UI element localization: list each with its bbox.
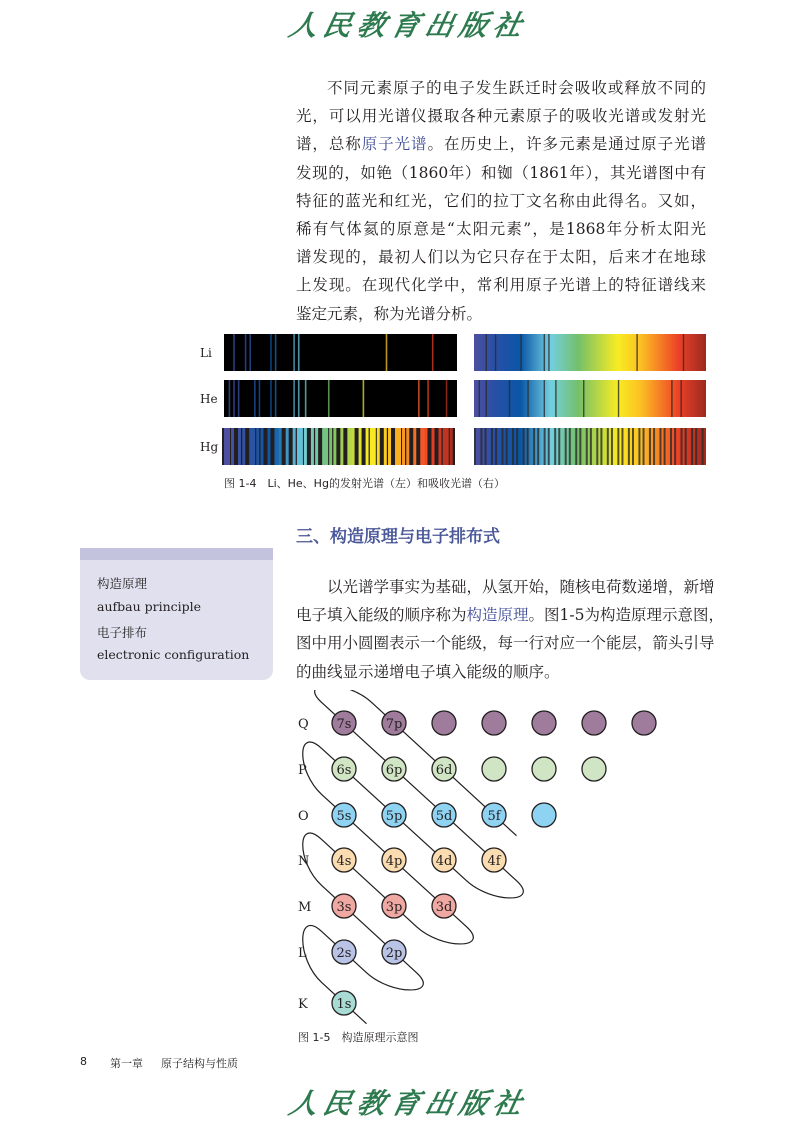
shell-label: P xyxy=(298,763,307,778)
page-number: 8 xyxy=(80,1055,87,1068)
orbital-label: 1s xyxy=(336,997,352,1012)
text-segment: 鉴定元素，称为光谱分析。 xyxy=(296,304,483,323)
orbital-label: 3s xyxy=(336,900,352,915)
glossary-term-zh: 电子排布 xyxy=(97,625,148,640)
orbital-circle xyxy=(632,711,656,735)
text-segment: 电子填入能级的顺序称为 xyxy=(296,606,467,625)
orbital-label: 5f xyxy=(487,809,501,824)
emission-spectrum-he xyxy=(224,380,457,417)
orbital-label: 7p xyxy=(385,717,403,732)
section-heading: 三、构造原理与电子排布式 xyxy=(296,527,500,547)
spectrum-label-li: Li xyxy=(200,346,212,360)
paragraph-aufbau xyxy=(296,573,724,686)
text-segment: 谱，总称 xyxy=(296,135,362,154)
spectrum-label-hg: Hg xyxy=(200,440,219,454)
text-segment: 发现的，如铯（1860年）和铷（1861年），其光谱图中有 xyxy=(296,163,706,182)
orbital-label: 6s xyxy=(336,763,352,778)
text-segment: 。在历史上，许多元素是通过原子光谱 xyxy=(427,135,706,154)
orbital-circle xyxy=(532,711,556,735)
text-line xyxy=(296,658,706,686)
absorption-spectrum-li xyxy=(474,334,706,371)
orbital-label: 2p xyxy=(385,946,403,961)
glossary-term-zh: 构造原理 xyxy=(97,576,148,591)
spectrum-label-he: He xyxy=(200,392,218,406)
orbital-label: 2s xyxy=(336,946,352,961)
emission-spectrum-li xyxy=(224,334,457,371)
publisher-logo-bottom: 人民教育出版社 xyxy=(285,1087,531,1120)
text-segment: 光，可以用光谱仪摄取各种元素原子的吸收光谱或发射光 xyxy=(296,107,706,126)
text-segment: 图中用小圆圈表示一个能级，每一行对应一个能层，箭头引导 xyxy=(296,634,715,653)
sidebar-band xyxy=(80,548,273,560)
orbital-label: 5p xyxy=(385,809,403,824)
publisher-logo-top: 人民教育出版社 xyxy=(285,9,531,42)
shell-label: M xyxy=(298,900,312,915)
key-term: 构造原理 xyxy=(466,606,529,625)
orbital-circle xyxy=(582,757,606,781)
absorption-spectrum-he xyxy=(474,380,706,417)
text-segment: 特征的蓝光和红光，它们的拉丁文名称由此得名。又如， xyxy=(296,191,706,210)
orbital-label: 3d xyxy=(435,900,453,915)
figure-1-5-caption: 图 1-5 构造原理示意图 xyxy=(298,1031,419,1044)
shell-label: K xyxy=(298,997,308,1012)
glossary-sidebar xyxy=(80,548,273,680)
text-segment: 谱发现的，最初人们以为它只存在于太阳，后来才在地球 xyxy=(296,248,706,267)
orbital-label: 5s xyxy=(336,809,352,824)
orbital-label: 4f xyxy=(487,854,501,869)
text-line xyxy=(296,573,715,601)
orbital-circle xyxy=(532,757,556,781)
orbital-circle xyxy=(582,711,606,735)
glossary-term-en: aufbau principle xyxy=(97,599,202,614)
orbital-circle xyxy=(482,757,506,781)
text-segment: 稀有气体氦的原意是“太阳元素”，是1868年分析太阳光 xyxy=(296,219,706,238)
orbital-label: 4s xyxy=(336,854,352,869)
spectra-figure xyxy=(0,0,794,480)
orbital-label: 6d xyxy=(435,763,453,778)
orbital-label: 7s xyxy=(336,717,352,732)
text-line xyxy=(296,629,715,657)
key-term: 原子光谱 xyxy=(361,135,428,154)
glossary-term-en: electronic configuration xyxy=(97,647,250,662)
shell-label: Q xyxy=(298,717,309,732)
chapter-number: 第一章 xyxy=(110,1057,143,1070)
text-segment: 以光谱学事实为基础，从氢开始，随核电荷数递增，新增 xyxy=(327,578,715,596)
orbital-circle xyxy=(532,803,556,827)
text-line xyxy=(296,601,724,629)
aufbau-diagram xyxy=(0,690,794,1030)
orbital-circle xyxy=(482,711,506,735)
orbital-label: 5d xyxy=(435,809,453,824)
orbital-circle xyxy=(432,711,456,735)
orbital-label: 4d xyxy=(435,854,453,869)
text-segment: 上发现。在现代化学中，常利用原子光谱上的特征谱线来 xyxy=(296,276,706,295)
emission-spectrum-hg xyxy=(222,428,455,465)
orbital-label: 6p xyxy=(385,763,403,778)
text-segment: 。图1-5为构造原理示意图， xyxy=(528,606,724,625)
orbital-label: 4p xyxy=(385,854,403,869)
figure-1-4-caption: 图 1-4 Li、He、Hg的发射光谱（左）和吸收光谱（右） xyxy=(224,477,505,490)
orbital-label: 3p xyxy=(385,900,403,915)
shell-label: N xyxy=(298,854,310,869)
text-segment: 的曲线显示递增电子填入能级的顺序。 xyxy=(296,662,560,681)
chapter-title: 原子结构与性质 xyxy=(161,1057,238,1070)
shell-label: L xyxy=(298,946,307,961)
absorption-spectrum-hg xyxy=(474,428,706,465)
shell-label: O xyxy=(298,809,309,824)
text-segment: 不同元素原子的电子发生跃迁时会吸收或释放不同的 xyxy=(327,79,706,97)
